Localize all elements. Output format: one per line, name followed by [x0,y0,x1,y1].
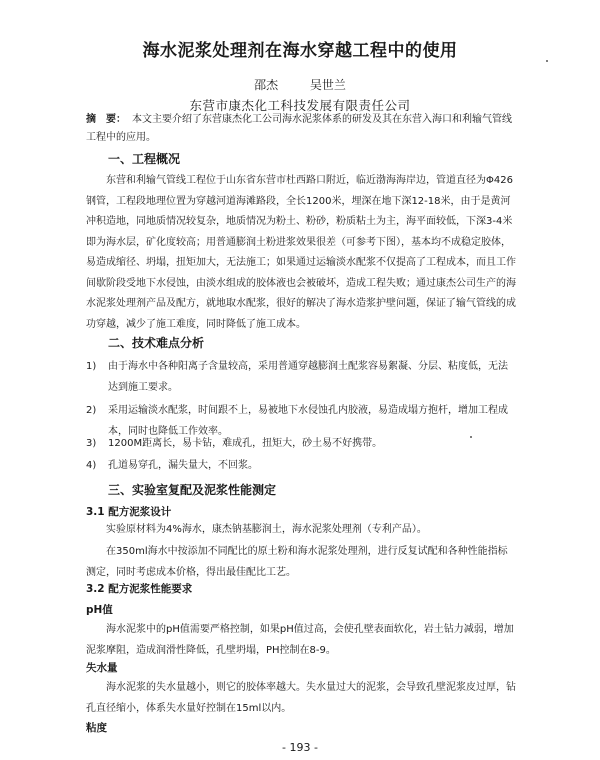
section-2-heading: 二、技术难点分析 [108,336,205,350]
subsection-3-1-para-b: 在350ml海水中按添加不同配比的原土粉和海水泥浆处理剂，进行反复试配和各种性能指标测定，同时考虑成本价格，得出最佳配比工艺。 [86,546,508,578]
abstract [86,111,512,147]
ph-heading: pH值 [86,604,113,616]
item-number: 2) [86,405,97,416]
author-1: 邵杰 [254,78,279,92]
item-text: 1200M距离长，易卡钻，难成孔，扭矩大，砂土易不好携带。 [108,438,383,449]
author-list [0,76,600,93]
item-text: 由于海水中各种阳离子含量较高，采用普通穿越膨润土配浆容易絮凝、分层、粘度低，无法达到施工要求。 [108,361,508,393]
section-1-heading: 一、工程概况 [108,152,181,166]
subsection-3-1-heading: 3.1 配方泥浆设计 [86,506,172,518]
difficulty-item-3 [86,434,516,455]
item-number: 3) [86,438,97,449]
abstract-label: 摘 要： [86,114,126,125]
item-text: 孔道易穿孔，漏失量大，不回浆。 [108,460,258,471]
page-number: - 193 - [282,741,318,754]
subsection-3-1-para-a: 实验原材料为4%海水，康杰钠基膨润土，海水泥浆处理剂（专利产品）。 [106,524,427,535]
fluid-loss-heading: 失水量 [86,662,118,674]
abstract-text: 本文主要介绍了东营康杰化工公司海水泥浆体系的研发及其在东营入海口和利输气管线工程中的应用。 [86,114,512,143]
scan-speck [470,436,472,438]
affiliation: 东营市康杰化工科技发展有限责任公司 [189,98,411,113]
fluid-loss-paragraph: 海水泥浆的失水量越小，则它的胶体率越大。失水量过大的泥浆，会导致孔壁泥浆皮过厚，钻孔直径缩小，体系失水量好控制在15ml以内。 [86,682,516,714]
item-text: 采用运输淡水配浆，时间跟不上，易被地下水侵蚀孔内胶液，易造成塌方抱杆，增加工程成本，同时也降低工作效率。 [108,405,508,437]
item-number: 4) [86,460,97,471]
ph-paragraph: 海水泥浆中的pH值需要严格控制，如果pH值过高，会使孔壁表面软化，岩土钻力减弱，增加泥浆摩阻，造成润滑性降低，孔壁坍塌，PH控制在8-9。 [86,624,514,656]
paper-title: 海水泥浆处理剂在海水穿越工程中的使用 [142,41,458,61]
author-2: 吴世兰 [309,78,346,92]
scan-speck [546,60,548,62]
viscosity-heading: 粘度 [86,722,107,734]
difficulty-item-4 [86,456,516,477]
section-3-heading: 三、实验室复配及泥浆性能测定 [108,483,277,497]
section-1-paragraph: 东营和利输气管线工程位于山东省东营市杜西路口附近，临近渤海海岸边，管道直径为Φ426钢管，工程段地理位置为穿越河道海滩路段，全长1200米，埋深在地下深12-18米，由于是黄河冲积造地，同地质情况较复杂，地质情况为粉土、粉砂，粉质粘土为主，海平面较低，下深3-4米即为海水层，矿化度较高；用普通膨润土粉进浆效果很差（可参考下图），基本均不成稳定胶体，易造成缩径、坍塌，扭矩加大，无法施工；如果通过运输淡水配浆不仅提高了工程成本，而且工作间歇阶段受地下水侵蚀，由淡水组成的胶体液也会被破坏，造成工程失败；通过康杰公司生产的海水泥浆处理剂产品及配方，就地取水配浆，很好的解决了海水造浆护壁问题，保证了输气管线的成功穿越，减少了施工难度，同时降低了施工成本。 [86,175,516,330]
difficulty-item-1 [86,357,516,398]
item-number: 1) [86,361,97,372]
subsection-3-2-heading: 3.2 配方泥浆性能要求 [86,583,193,595]
